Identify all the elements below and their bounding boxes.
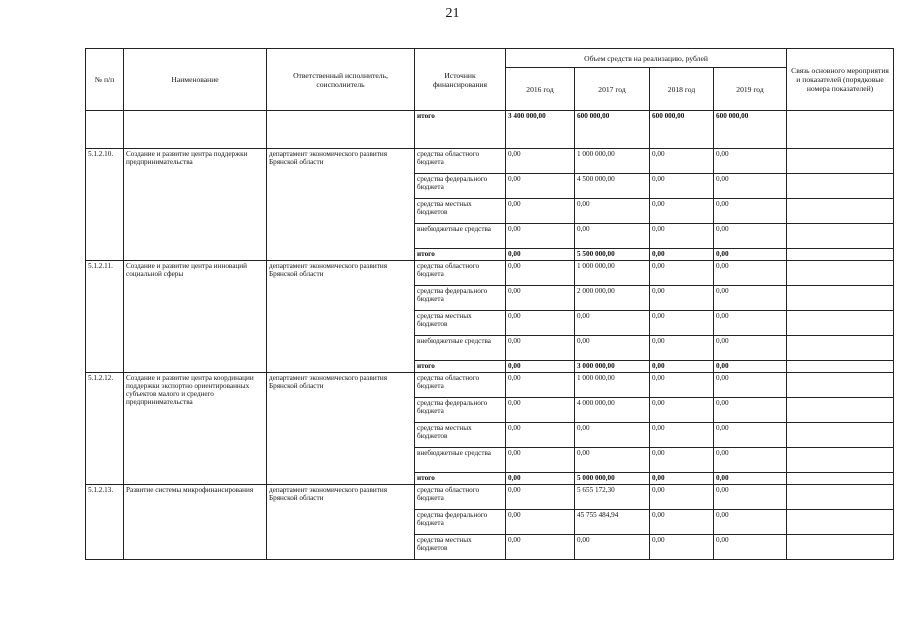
cell-value: 0,00	[650, 286, 714, 311]
header-year-2017: 2017 год	[575, 68, 650, 111]
header-source: Источник финансирования	[415, 49, 506, 111]
cell-value: 0,00	[650, 423, 714, 448]
cell-value: 600 000,00	[650, 111, 714, 149]
cell-value: 0,00	[714, 510, 787, 535]
cell-value: 0,00	[650, 174, 714, 199]
cell-value: 0,00	[650, 224, 714, 249]
cell-value: 0,00	[575, 336, 650, 361]
cell-value: 0,00	[506, 448, 575, 473]
cell-value: 600 000,00	[714, 111, 787, 149]
cell-value: 0,00	[506, 423, 575, 448]
cell-link	[787, 286, 894, 311]
cell-value: 0,00	[506, 485, 575, 510]
cell-link	[787, 398, 894, 423]
cell-link	[787, 373, 894, 398]
table-row	[86, 373, 894, 398]
cell-source: итого	[415, 361, 506, 373]
cell-value: 0,00	[575, 423, 650, 448]
table-row	[86, 485, 894, 510]
cell-value: 0,00	[714, 336, 787, 361]
cell-link	[787, 174, 894, 199]
cell-empty	[267, 111, 415, 149]
cell-source: средства областного бюджета	[415, 373, 506, 398]
cell-value: 4 500 000,00	[575, 174, 650, 199]
cell-value: 0,00	[650, 510, 714, 535]
cell-value: 0,00	[714, 261, 787, 286]
cell-item-name: Развитие системы микрофинансирования	[124, 485, 267, 560]
cell-value: 1 000 000,00	[575, 373, 650, 398]
cell-source: итого	[415, 473, 506, 485]
header-num: № п/п	[86, 49, 124, 111]
cell-link	[787, 361, 894, 373]
cell-link	[787, 473, 894, 485]
cell-source: внебюджетные средства	[415, 224, 506, 249]
cell-value: 0,00	[714, 174, 787, 199]
cell-link	[787, 199, 894, 224]
table-row	[86, 149, 894, 174]
header-name: Наименование	[124, 49, 267, 111]
cell-source: итого	[415, 249, 506, 261]
cell-value: 5 000 000,00	[575, 473, 650, 485]
header-year-2016: 2016 год	[506, 68, 575, 111]
cell-source: итого	[415, 111, 506, 149]
cell-item-name: Создание и развитие центра поддержки предпринимательства	[124, 149, 267, 261]
cell-value: 0,00	[650, 373, 714, 398]
header-executor: Ответственный исполнитель, соисполнитель	[267, 49, 415, 111]
cell-value: 0,00	[714, 535, 787, 560]
cell-link	[787, 149, 894, 174]
cell-link	[787, 249, 894, 261]
page-number: 21	[445, 6, 460, 21]
cell-item-name: Создание и развитие центра инноваций социальной сферы	[124, 261, 267, 373]
cell-link	[787, 448, 894, 473]
cell-value: 0,00	[506, 174, 575, 199]
cell-link	[787, 336, 894, 361]
cell-value: 0,00	[506, 473, 575, 485]
cell-value: 0,00	[506, 361, 575, 373]
cell-value: 600 000,00	[575, 111, 650, 149]
cell-value: 0,00	[650, 535, 714, 560]
cell-value: 1 000 000,00	[575, 149, 650, 174]
cell-value: 0,00	[714, 224, 787, 249]
cell-value: 0,00	[506, 373, 575, 398]
cell-link	[787, 224, 894, 249]
cell-value: 0,00	[650, 149, 714, 174]
cell-value: 0,00	[506, 249, 575, 261]
cell-value: 0,00	[714, 423, 787, 448]
cell-value: 0,00	[506, 286, 575, 311]
header-year-2018: 2018 год	[650, 68, 714, 111]
cell-item-number: 5.1.2.12.	[86, 373, 124, 485]
table-body	[86, 111, 894, 560]
cell-value: 45 755 484,94	[575, 510, 650, 535]
cell-value: 0,00	[650, 249, 714, 261]
cell-value: 0,00	[714, 473, 787, 485]
cell-value: 0,00	[714, 311, 787, 336]
cell-link	[787, 535, 894, 560]
cell-value: 0,00	[714, 361, 787, 373]
cell-value: 5 500 000,00	[575, 249, 650, 261]
cell-source: средства местных бюджетов	[415, 199, 506, 224]
cell-link	[787, 423, 894, 448]
cell-source: средства местных бюджетов	[415, 423, 506, 448]
cell-value: 0,00	[714, 398, 787, 423]
cell-value: 0,00	[575, 535, 650, 560]
cell-value: 0,00	[650, 311, 714, 336]
cell-source: средства областного бюджета	[415, 261, 506, 286]
cell-link	[787, 485, 894, 510]
cell-value: 0,00	[575, 199, 650, 224]
cell-source: средства местных бюджетов	[415, 311, 506, 336]
cell-value: 0,00	[714, 286, 787, 311]
cell-value: 0,00	[650, 361, 714, 373]
cell-value: 0,00	[714, 199, 787, 224]
cell-value: 0,00	[506, 311, 575, 336]
cell-source: средства областного бюджета	[415, 485, 506, 510]
cell-link	[787, 261, 894, 286]
cell-item-number: 5.1.2.11.	[86, 261, 124, 373]
cell-value: 0,00	[650, 485, 714, 510]
cell-empty	[124, 111, 267, 149]
cell-link	[787, 510, 894, 535]
cell-source: средства федерального бюджета	[415, 510, 506, 535]
cell-item-number: 5.1.2.10.	[86, 149, 124, 261]
table-row	[86, 261, 894, 286]
cell-value: 0,00	[650, 398, 714, 423]
header-volume: Объем средств на реализацию, рублей	[506, 49, 787, 68]
cell-value: 0,00	[714, 373, 787, 398]
cell-value: 0,00	[650, 473, 714, 485]
cell-value: 0,00	[714, 485, 787, 510]
cell-value: 0,00	[506, 261, 575, 286]
cell-value: 0,00	[506, 199, 575, 224]
cell-value: 0,00	[506, 510, 575, 535]
cell-value: 2 000 000,00	[575, 286, 650, 311]
cell-source: средства федерального бюджета	[415, 286, 506, 311]
cell-value: 3 000 000,00	[575, 361, 650, 373]
cell-value: 0,00	[650, 448, 714, 473]
cell-value: 0,00	[506, 336, 575, 361]
cell-value: 0,00	[506, 224, 575, 249]
financing-table	[85, 48, 894, 560]
cell-value: 0,00	[650, 336, 714, 361]
cell-value: 0,00	[575, 224, 650, 249]
cell-value: 0,00	[714, 249, 787, 261]
cell-value: 0,00	[650, 261, 714, 286]
cell-value: 0,00	[506, 535, 575, 560]
cell-item-name: Создание и развитие центра координации поддержки экспортно ориентированных субъектов малого и среднего предпринимательства	[124, 373, 267, 485]
cell-source: средства федерального бюджета	[415, 174, 506, 199]
cell-executor: департамент экономического развития Брянской области	[267, 261, 415, 373]
cell-source: внебюджетные средства	[415, 448, 506, 473]
header-link: Связь основного мероприятия и показателей (порядковые номера показателей)	[787, 49, 894, 111]
cell-executor: департамент экономического развития Брянской области	[267, 373, 415, 485]
cell-link	[787, 111, 894, 149]
header-year-2019: 2019 год	[714, 68, 787, 111]
cell-source: средства областного бюджета	[415, 149, 506, 174]
table-row	[86, 111, 894, 149]
cell-value: 3 400 000,00	[506, 111, 575, 149]
cell-value: 0,00	[506, 149, 575, 174]
cell-value: 0,00	[575, 311, 650, 336]
cell-value: 0,00	[650, 199, 714, 224]
cell-source: средства местных бюджетов	[415, 535, 506, 560]
cell-value: 0,00	[714, 149, 787, 174]
cell-link	[787, 311, 894, 336]
cell-value: 0,00	[506, 398, 575, 423]
cell-executor: департамент экономического развития Брянской области	[267, 485, 415, 560]
cell-executor: департамент экономического развития Брянской области	[267, 149, 415, 261]
cell-source: средства федерального бюджета	[415, 398, 506, 423]
cell-value: 4 000 000,00	[575, 398, 650, 423]
cell-value: 0,00	[575, 448, 650, 473]
cell-value: 5 655 172,30	[575, 485, 650, 510]
cell-item-number: 5.1.2.13.	[86, 485, 124, 560]
cell-empty	[86, 111, 124, 149]
cell-value: 1 000 000,00	[575, 261, 650, 286]
cell-value: 0,00	[714, 448, 787, 473]
cell-source: внебюджетные средства	[415, 336, 506, 361]
